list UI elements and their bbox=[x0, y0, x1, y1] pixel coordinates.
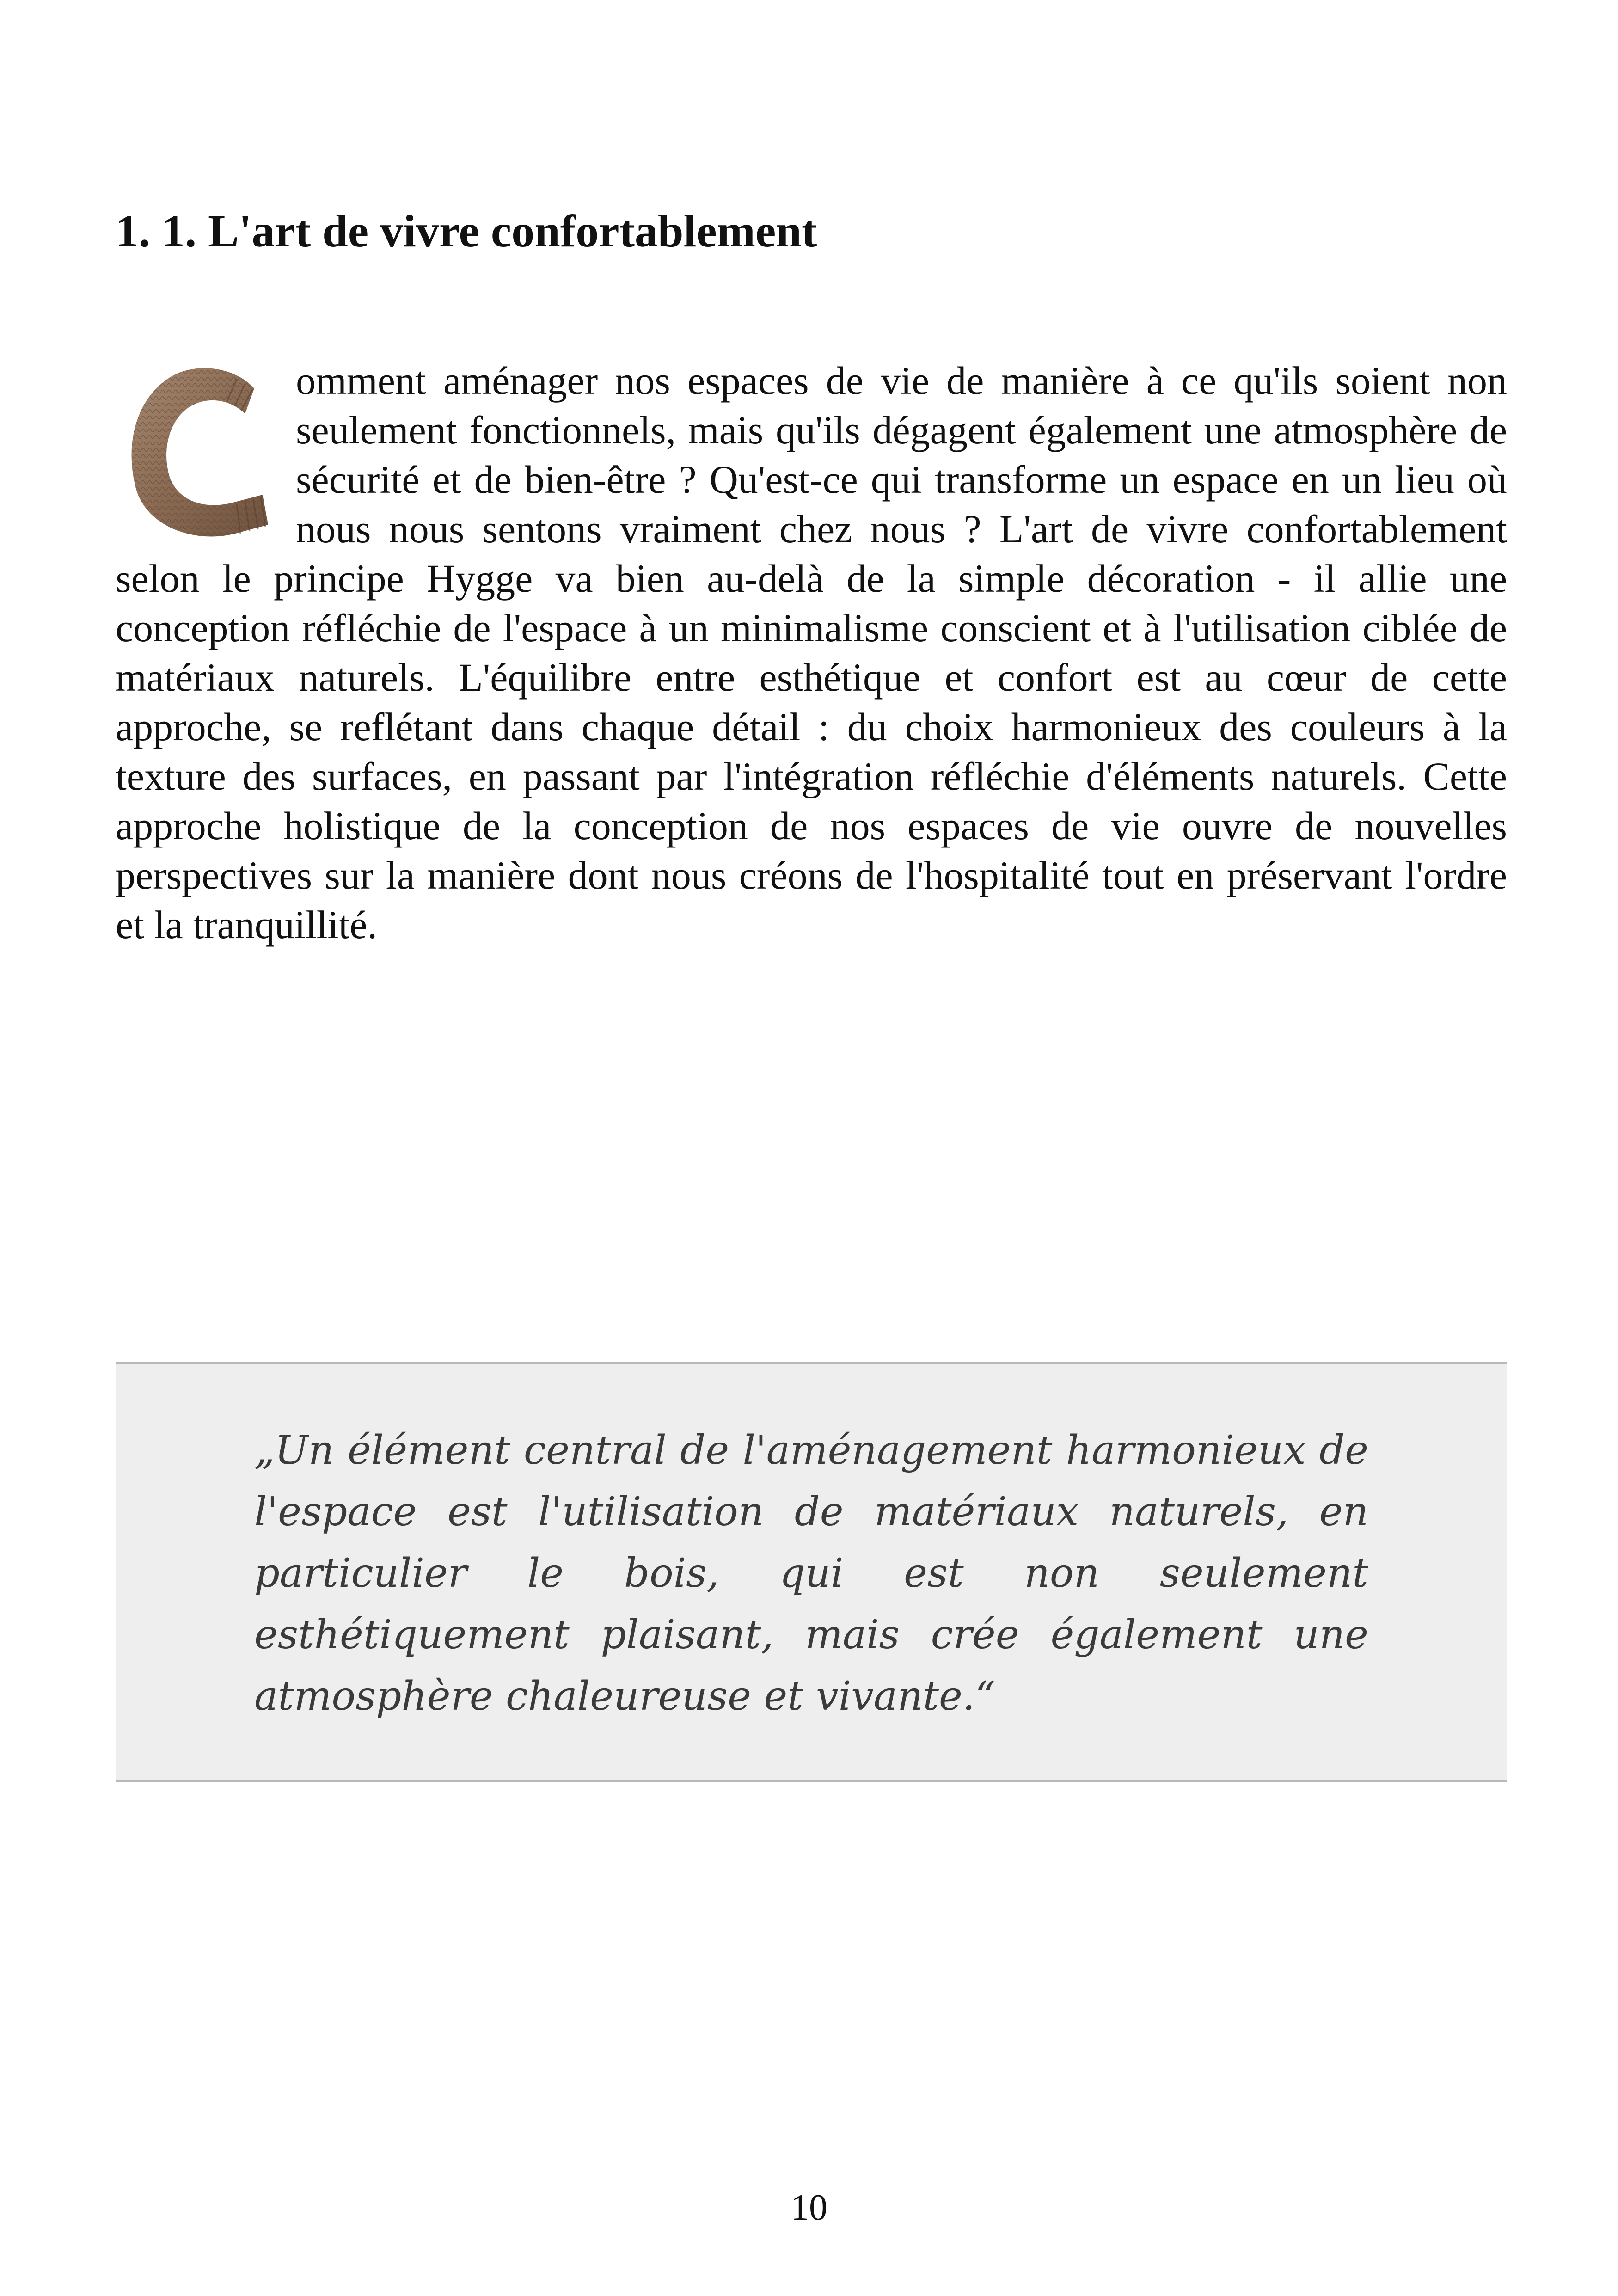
section-title: 1. 1. L'art de vivre confortablement bbox=[116, 205, 817, 257]
page-number: 10 bbox=[791, 2187, 827, 2228]
pull-quote-box bbox=[116, 1362, 1507, 1782]
body-paragraph bbox=[116, 356, 1507, 950]
knitted-letter-c-icon bbox=[116, 356, 273, 550]
pull-quote-text: „Un élément central de l'aménagement harmonieux de l'espace est l'utilisation de matériaux naturels, en particulier le bois, qui est non seulement esthétiquement plaisant, mais crée également une atmosphère chaleureuse et vivante.“ bbox=[254, 1427, 1368, 1719]
body-text: omment aménager nos espaces de vie de manière à ce qu'ils soient non seulement fonctionnels, mais qu'ils dégagent également une atmosphère de sécurité et de bien-être ? Qu'est-ce qui transforme un espace en un lieu où nous nous sentons vraiment chez nous ? L'art de vivre confortablement selon le principe Hygge va bien au-delà de la simple décoration - il allie une conception réfléchie de l'espace à un minimalisme conscient et à l'utilisation ciblée de matériaux naturels. L'équilibre entre esthétique et confort est au cœur de cette approche, se reflétant dans chaque détail : du choix harmonieux des couleurs à la texture des surfaces, en passant par l'intégration réfléchie d'éléments naturels. Cette approche holistique de la conception de nos espaces de vie ouvre de nouvelles perspectives sur la manière dont nous créons de l'hospitalité tout en préservant l'ordre et la tranquillité. bbox=[116, 358, 1507, 947]
